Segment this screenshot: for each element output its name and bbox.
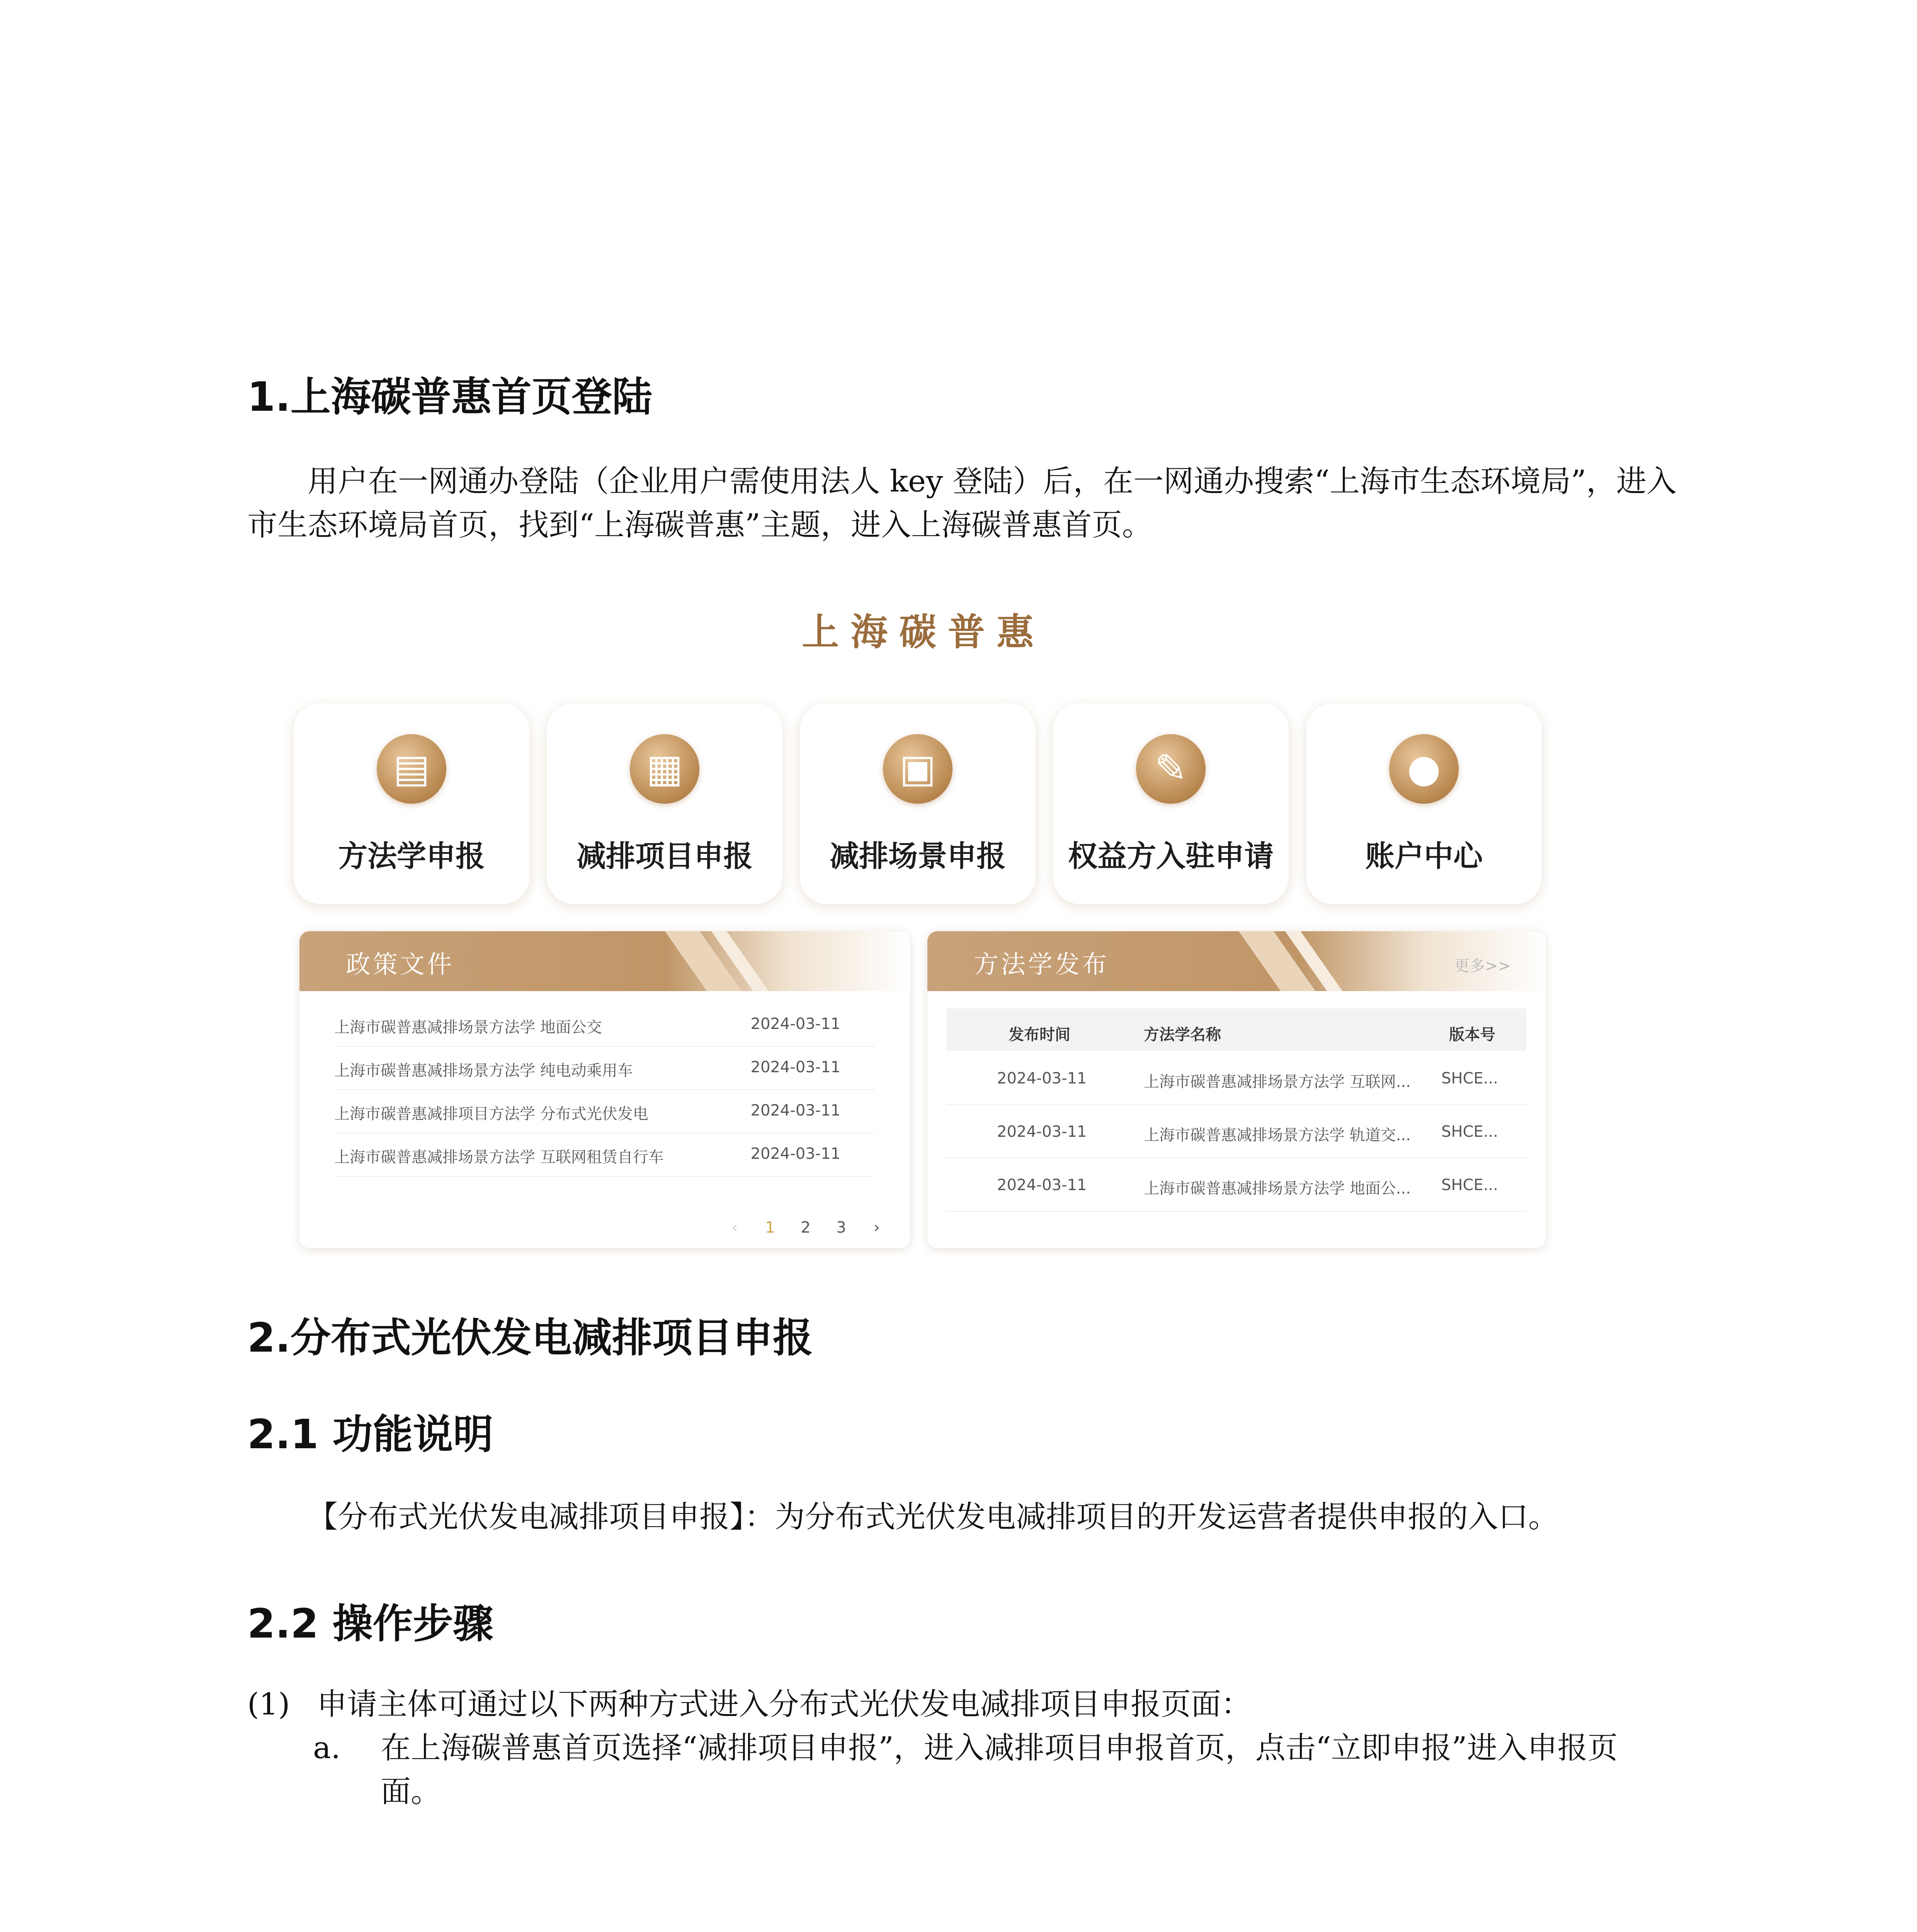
row-date: 2024-03-11 [997,1070,1087,1087]
panel-title: 方法学发布 [974,951,1109,979]
row-version: SHCE... [1441,1123,1498,1141]
document-upload-icon: ▤ [377,734,446,804]
row-date: 2024-03-11 [997,1123,1087,1141]
feature-cards [294,703,1546,904]
site-title: 上海碳普惠 [802,611,1045,654]
policy-panel [299,931,910,1248]
row-name[interactable]: 上海市碳普惠减排场景方法学 轨道交... [1144,1126,1411,1144]
card-label: 减排场景申报 [830,839,1006,873]
policy-date: 2024-03-11 [750,1015,840,1033]
policy-date: 2024-03-11 [750,1145,840,1163]
folder-icon: ▦ [630,734,699,804]
policy-date: 2024-03-11 [750,1058,840,1076]
page-1-button[interactable]: 1 [765,1219,775,1236]
page-2-button[interactable]: 2 [801,1219,811,1236]
card-label: 权益方入驻申请 [1068,839,1274,873]
panel-title: 政策文件 [346,951,454,979]
next-page-button[interactable]: › [874,1219,880,1236]
column-header: 版本号 [1449,1026,1495,1044]
panel-header [927,931,1546,991]
more-link[interactable]: 更多>> [1454,957,1511,975]
prev-page-button[interactable]: ‹ [731,1219,738,1236]
subsection-2-2-heading: 2.2 操作步骤 [247,1600,493,1647]
list-item[interactable] [334,1003,875,1047]
card-methodology-declaration[interactable] [294,703,529,904]
column-header: 方法学名称 [1144,1026,1221,1044]
homepage-screenshot [286,587,1561,1275]
step-1-text: 申请主体可通过以下两种方式进入分布式光伏发电减排项目申报页面： [317,1687,1252,1722]
card-scene-declaration[interactable] [800,703,1036,904]
section1-paragraph: 用户在一网通办登陆（企业用户需使用法人 key 登陆）后，在一网通办搜索“上海市生态环境局”，进入市生态环境局首页，找到“上海碳普惠”主题，进入上海碳普惠首页。 [247,464,1677,543]
section1-heading: 1.上海碳普惠首页登陆 [247,373,652,420]
row-name[interactable]: 上海市碳普惠减排场景方法学 互联网... [1144,1073,1411,1091]
list-item[interactable] [334,1046,875,1090]
row-version: SHCE... [1441,1176,1498,1194]
table-row[interactable] [947,1051,1526,1105]
row-version: SHCE... [1441,1070,1498,1087]
step-1a-text: 在上海碳普惠首页选择“减排项目申报”，进入减排项目申报首页，点击“立即申报”进入申报页面。 [381,1731,1618,1809]
step-1a-number: a. [313,1731,341,1765]
list-item[interactable] [334,1133,875,1177]
policy-title[interactable]: 上海市碳普惠减排项目方法学 分布式光伏发电 [334,1105,648,1123]
table-row[interactable] [947,1158,1526,1212]
card-project-declaration[interactable] [547,703,782,904]
policy-title[interactable]: 上海市碳普惠减排场景方法学 纯电动乘用车 [334,1062,633,1080]
row-date: 2024-03-11 [997,1176,1087,1194]
card-label: 方法学申报 [338,839,485,873]
methodology-panel [927,931,1546,1248]
panel-header [299,931,910,991]
row-name[interactable]: 上海市碳普惠减排场景方法学 地面公... [1144,1180,1411,1197]
subsection-2-1-heading: 2.1 功能说明 [247,1411,493,1458]
policy-title[interactable]: 上海市碳普惠减排场景方法学 地面公交 [334,1019,602,1036]
card-label: 账户中心 [1365,839,1483,873]
table-header [947,1009,1526,1051]
column-header: 发布时间 [1009,1026,1070,1044]
table-row[interactable] [947,1104,1526,1158]
policy-date: 2024-03-11 [750,1102,840,1119]
step-1-number: (1) [247,1687,290,1722]
card-account-center[interactable] [1306,703,1542,904]
factory-icon: ▣ [883,734,953,804]
section2-heading: 2.分布式光伏发电减排项目申报 [247,1314,813,1361]
card-label: 减排项目申报 [577,839,753,873]
policy-title[interactable]: 上海市碳普惠减排场景方法学 互联网租赁自行车 [334,1148,664,1166]
subsection-2-1-paragraph: 【分布式光伏发电减排项目申报】：为分布式光伏发电减排项目的开发运营者提供申报的入口。 [308,1500,1559,1534]
edit-icon: ✎ [1136,734,1206,804]
user-icon: ● [1389,734,1459,804]
list-item[interactable] [334,1089,875,1133]
pagination [717,1219,895,1236]
card-rights-holder-application[interactable] [1053,703,1289,904]
page-3-button[interactable]: 3 [836,1219,846,1236]
